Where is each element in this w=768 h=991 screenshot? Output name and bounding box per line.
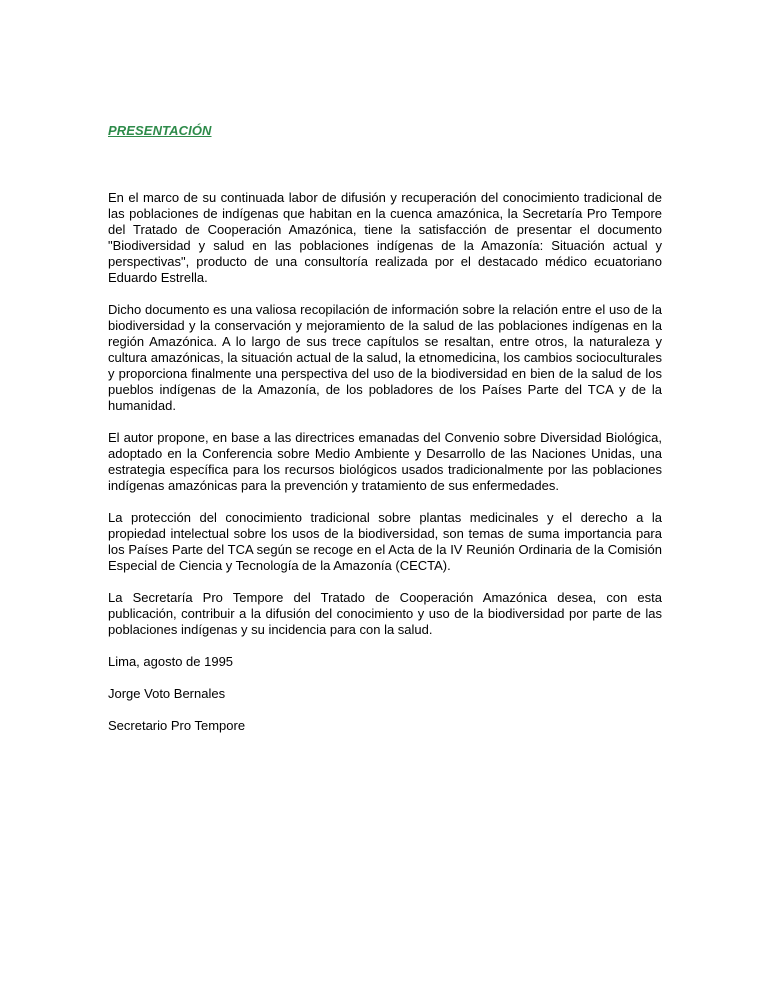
signatory-title: Secretario Pro Tempore [108, 718, 246, 733]
paragraph-2: Dicho documento es una valiosa recopilación de información sobre la relación entre el uso de la biodiversidad y la conservación y mejoramiento de la salud de las poblaciones indígenas en la región Amazónica. A lo largo de sus trece capítulos se resaltan, entre otros, la naturaleza y cultura amazónicas, la situación actual de la salud, la etnomedicina, los cambios socioculturales y proporciona finalmente una perspectiva del uso de la biodiversidad en bien de la salud de los pueblos indígenas de la Amazonía, de los pobladores de los Países Parte del TCA y de la humanidad. [108, 302, 662, 413]
place-date: Lima, agosto de 1995 [108, 654, 234, 669]
page-title: PRESENTACIÓN [108, 123, 212, 138]
signatory-name: Jorge Voto Bernales [108, 686, 226, 701]
paragraph-4: La protección del conocimiento tradicional sobre plantas medicinales y el derecho a la propiedad intelectual sobre los usos de la biodiversidad, son temas de suma importancia para los Países Parte del TCA según se recoge en el Acta de la IV Reunión Ordinaria de la Comisión Especial de Ciencia y Tecnología de la Amazonía (CECTA). [108, 510, 662, 573]
paragraph-1: En el marco de su continuada labor de difusión y recuperación del conocimiento tradicional de las poblaciones de indígenas que habitan en la cuenca amazónica, la Secretaría Pro Tempore del Tratado de Cooperación Amazónica, tiene la satisfacción de presentar el documento "Biodiversidad y salud en las poblaciones indígenas de la Amazonía: Situación actual y perspectivas", producto de una consultoría realizada por el destacado médico ecuatoriano Eduardo Estrella. [108, 190, 662, 285]
document-body [108, 190, 662, 750]
paragraph-5: La Secretaría Pro Tempore del Tratado de Cooperación Amazónica desea, con esta publicación, contribuir a la difusión del conocimiento y uso de la biodiversidad por parte de las poblaciones indígenas y su incidencia para con la salud. [108, 590, 662, 637]
paragraph-3: El autor propone, en base a las directrices emanadas del Convenio sobre Diversidad Biológica, adoptado en la Conferencia sobre Medio Ambiente y Desarrollo de las Naciones Unidas, una estrategia específica para los recursos biológicos usados tradicionalmente por las poblaciones indígenas amazónicas para la prevención y tratamiento de sus enfermedades. [108, 430, 662, 493]
